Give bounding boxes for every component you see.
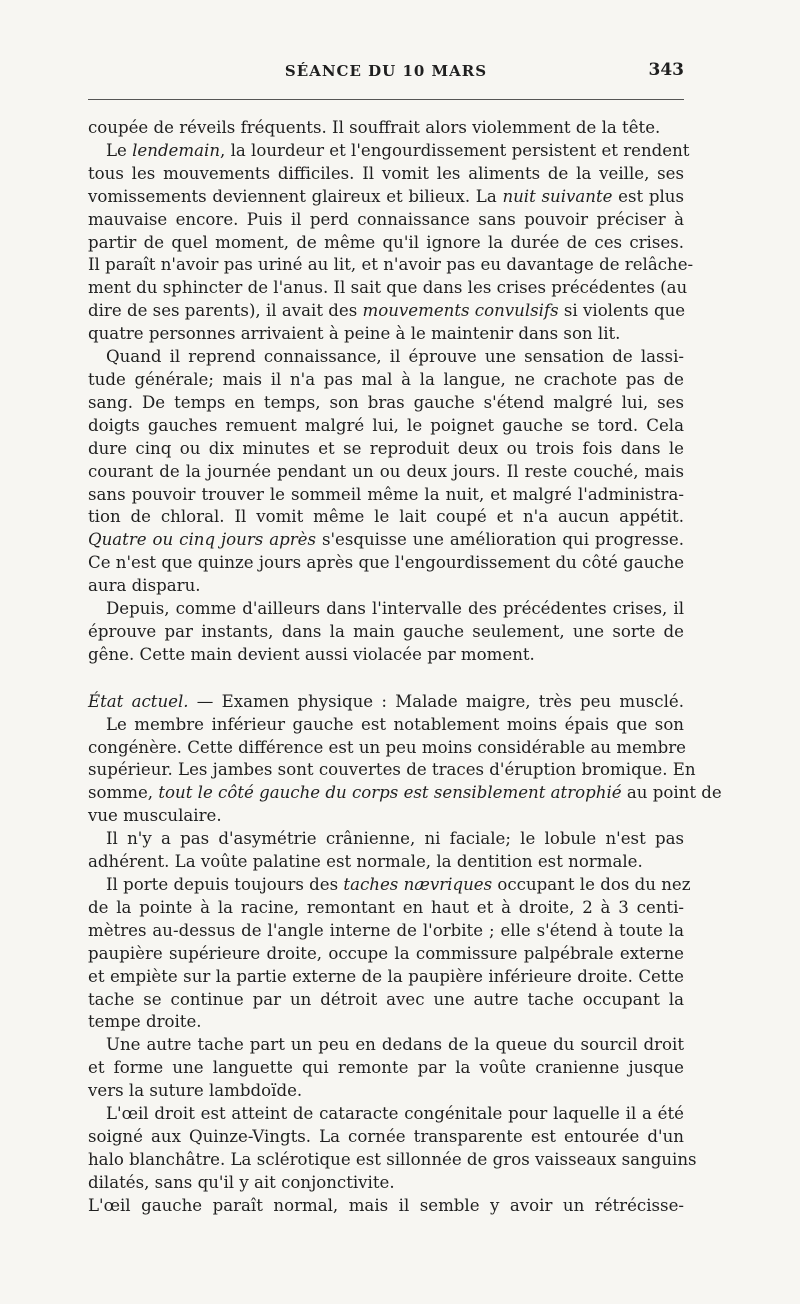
text-line: Quand il reprend connaissance, il éprouve une sensation de lassi- <box>106 347 684 367</box>
text-line: Ce n'est que quinze jours après que l'engourdissement du côté gauche <box>88 553 685 573</box>
text-line: somme, tout le côté gauche du corps est sensiblement atrophié au point de <box>88 783 722 803</box>
italic-phrase: taches nævriques <box>343 875 493 894</box>
text-line: coupée de réveils fréquents. Il souffrait alors violemment de la tête. <box>88 118 661 137</box>
text-line: dilatés, sans qu'il y ait conjonctivite. <box>88 1172 395 1192</box>
text-line: mètres au-dessus de l'angle interne de l'orbite ; elle s'étend à toute la <box>88 920 684 940</box>
text-line: mauvaise encore. Puis il perd connaissance sans pouvoir préciser à <box>88 209 684 229</box>
text-line: sang. De temps en temps, son bras gauche s'étend malgré lui, ses <box>88 392 684 412</box>
italic-phrase: lendemain <box>132 140 221 160</box>
text-line: éprouve par instants, dans la main gauche seulement, une sorte de <box>88 621 684 641</box>
text-line: doigts gauches remuent malgré lui, le poignet gauche se tord. Cela <box>88 415 684 435</box>
text-line: congénère. Cette différence est un peu moins considérable au membre <box>88 737 686 757</box>
text-line: paupière supérieure droite, occupe la commissure palpébrale externe <box>88 943 684 963</box>
italic-phrase: nuit suivante <box>502 186 613 206</box>
text-line: et empiète sur la partie externe de la paupière inférieure droite. Cette <box>88 966 684 986</box>
text-line: Quatre ou cinq jours après s'esquisse une amélioration qui progresse. <box>88 530 684 550</box>
text-line: tempe droite. <box>88 1012 202 1032</box>
text-line: tude générale; mais il n'a pas mal à la langue, ne crachote pas de <box>88 369 684 389</box>
text-line: tache se continue par un détroit avec une autre tache occupant la <box>88 989 684 1009</box>
text-line: Une autre tache part un peu en dedans de la queue du sourcil droit <box>106 1035 684 1055</box>
text-line: Il porte depuis toujours des taches nævriques occupant le dos du nez <box>106 875 691 894</box>
text-line: Il n'y a pas d'asymétrie crânienne, ni faciale; le lobule n'est pas <box>106 829 684 849</box>
text-line: et forme une languette qui remonte par la voûte cranienne jusque <box>88 1058 684 1078</box>
text-line: halo blanchâtre. La sclérotique est sillonnée de gros vaisseaux sanguins <box>88 1149 697 1169</box>
text-line: supérieur. Les jambes sont couvertes de traces d'éruption bromique. En <box>88 760 696 780</box>
text-line: ment du sphincter de l'anus. Il sait que dans les crises précédentes (au <box>88 278 688 298</box>
text-line: sans pouvoir trouver le sommeil même la nuit, et malgré l'administra- <box>88 484 684 504</box>
text-line: soigné aux Quinze-Vingts. La cornée transparente est entourée d'un <box>88 1126 684 1146</box>
text-line: tion de chloral. Il vomit même le lait coupé et n'a aucun appétit. <box>88 507 684 527</box>
text-line: dure cinq ou dix minutes et se reproduit deux ou trois fois dans le <box>88 438 684 458</box>
text-line: aura disparu. <box>88 576 201 596</box>
text-line: vue musculaire. <box>88 806 222 826</box>
text-line: de la pointe à la racine, remontant en haut et à droite, 2 à 3 centi- <box>88 897 684 917</box>
text-line: gêne. Cette main devient aussi violacée par moment. <box>88 644 535 664</box>
italic-phrase: mouvements convulsifs <box>362 301 559 321</box>
text-line: adhérent. La voûte palatine est normale, la dentition est normale. <box>88 852 643 872</box>
text-line: courant de la journée pendant un ou deux jours. Il reste couché, mais <box>88 461 684 481</box>
text-line: L'œil droit est atteint de cataracte congénitale pour laquelle il a été <box>106 1104 684 1124</box>
text-line: L'œil gauche paraît normal, mais il semble y avoir un rétrécisse- <box>88 1195 684 1215</box>
text-line: tous les mouvements difficiles. Il vomit les aliments de la veille, ses <box>88 163 684 183</box>
text-line: Il paraît n'avoir pas uriné au lit, et n'avoir pas eu davantage de relâche- <box>88 255 694 275</box>
italic-phrase: État actuel. <box>88 691 189 711</box>
italic-phrase: Quatre ou cinq jours après <box>88 530 317 550</box>
body-text <box>88 117 722 1218</box>
page-header <box>88 58 684 88</box>
paragraph-gap <box>88 667 684 691</box>
text-line: vers la suture lambdoïde. <box>88 1081 303 1101</box>
text-line: Le membre inférieur gauche est notablement moins épais que son <box>106 714 684 734</box>
italic-phrase: tout le côté gauche du corps est sensiblement atrophié <box>158 783 622 803</box>
text-line: Le lendemain, la lourdeur et l'engourdissement persistent et rendent <box>106 140 690 160</box>
text-line: État actuel. — Examen physique : Malade maigre, très peu musclé. <box>88 691 685 711</box>
running-title: SÉANCE DU 10 MARS <box>284 62 488 80</box>
text-line: partir de quel moment, de même qu'il ignore la durée de ces crises. <box>88 232 684 252</box>
text-line: dire de ses parents), il avait des mouvements convulsifs si violents que <box>88 301 686 321</box>
text-line: quatre personnes arrivaient à peine à le maintenir dans son lit. <box>88 324 621 344</box>
page-number: 343 <box>648 60 684 80</box>
text-line: Depuis, comme d'ailleurs dans l'intervalle des précédentes crises, il <box>106 599 684 619</box>
text-line: vomissements deviennent glaireux et bilieux. La nuit suivante est plus <box>88 186 685 206</box>
header-rule <box>88 99 684 100</box>
